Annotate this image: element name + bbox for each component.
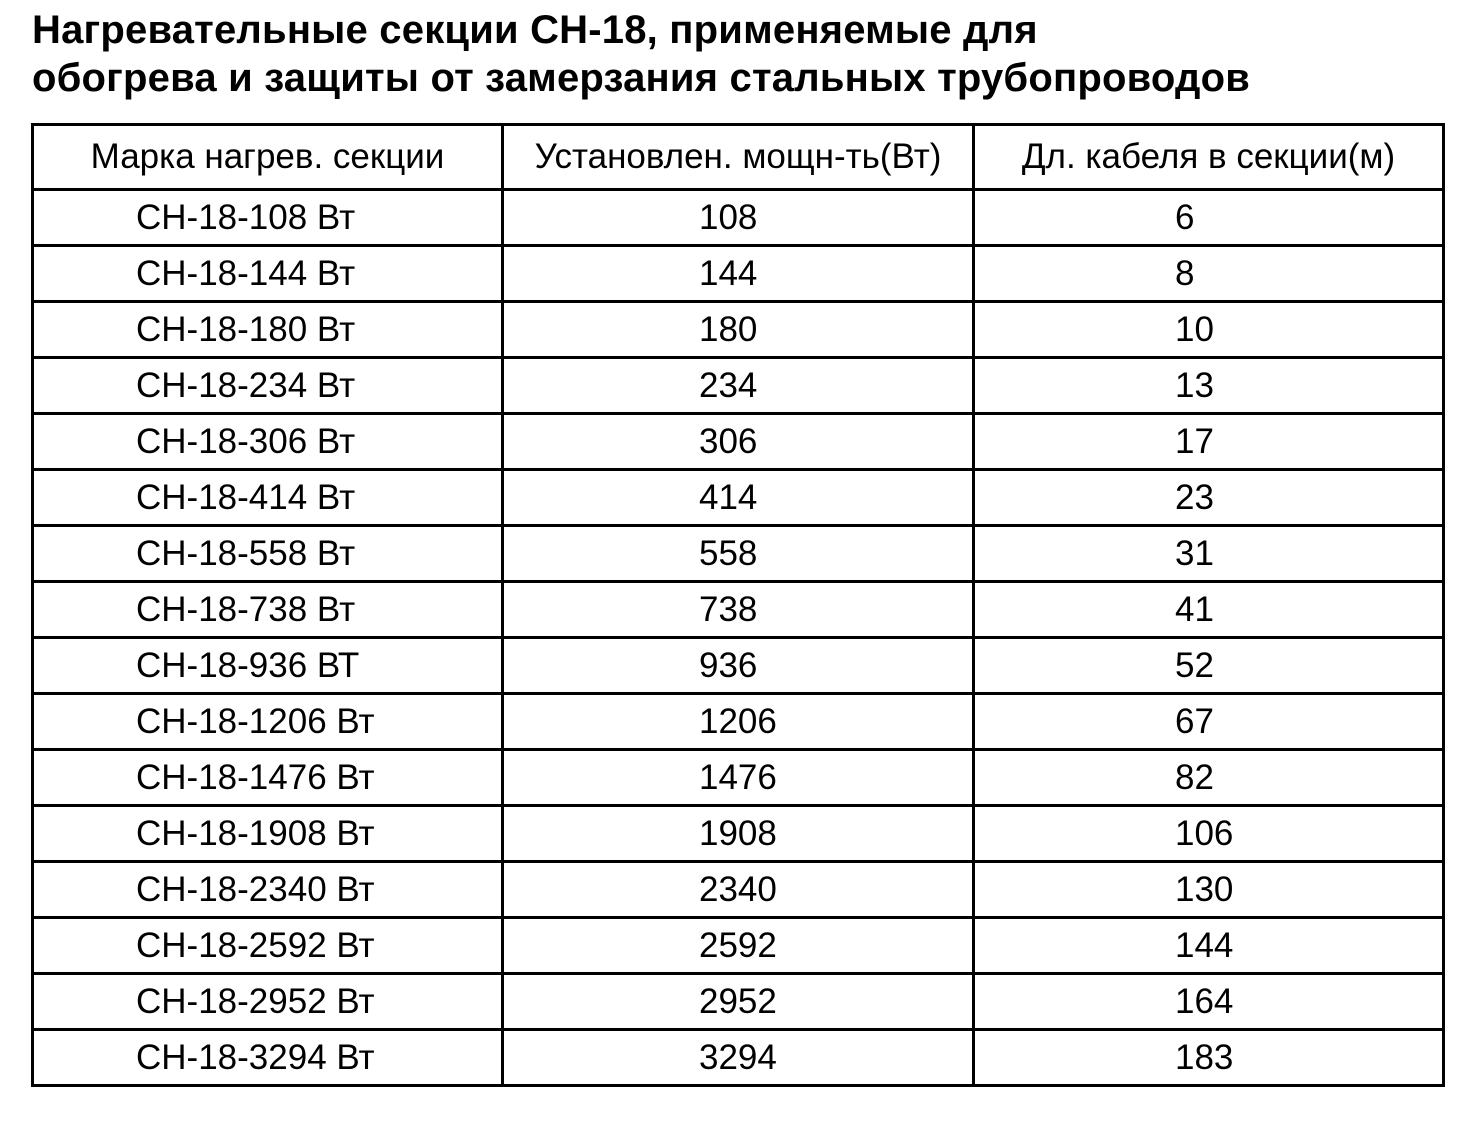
cell-installed-power: 2340 xyxy=(503,862,974,918)
table-row xyxy=(33,246,1444,302)
cell-section-mark: СН-18-180 Вт xyxy=(33,302,503,358)
cell-section-mark: СН-18-1476 Вт xyxy=(33,750,503,806)
cell-installed-power: 1908 xyxy=(503,806,974,862)
cell-section-mark: СН-18-306 Вт xyxy=(33,414,503,470)
cell-cable-length: 82 xyxy=(974,750,1444,806)
cell-installed-power: 234 xyxy=(503,358,974,414)
table-row xyxy=(33,470,1444,526)
table-row xyxy=(33,694,1444,750)
cell-installed-power: 1476 xyxy=(503,750,974,806)
cell-cable-length: 31 xyxy=(974,526,1444,582)
cell-cable-length: 106 xyxy=(974,806,1444,862)
column-header-cable-length: Дл. кабеля в секции(м) xyxy=(974,125,1444,190)
table-header-row xyxy=(33,125,1444,190)
cell-installed-power: 144 xyxy=(503,246,974,302)
table-header xyxy=(33,125,1444,190)
heating-sections-table xyxy=(31,123,1445,1087)
cell-cable-length: 6 xyxy=(974,190,1444,246)
table-row xyxy=(33,302,1444,358)
table-row xyxy=(33,750,1444,806)
cell-section-mark: СН-18-234 Вт xyxy=(33,358,503,414)
cell-cable-length: 52 xyxy=(974,638,1444,694)
cell-cable-length: 67 xyxy=(974,694,1444,750)
cell-section-mark: СН-18-3294 Вт xyxy=(33,1030,503,1086)
table-body xyxy=(33,190,1444,1086)
cell-section-mark: СН-18-2952 Вт xyxy=(33,974,503,1030)
cell-installed-power: 936 xyxy=(503,638,974,694)
table-row xyxy=(33,582,1444,638)
cell-installed-power: 306 xyxy=(503,414,974,470)
cell-cable-length: 41 xyxy=(974,582,1444,638)
column-header-mark: Марка нагрев. секции xyxy=(33,125,503,190)
cell-cable-length: 164 xyxy=(974,974,1444,1030)
page-title xyxy=(32,6,1452,102)
cell-installed-power: 108 xyxy=(503,190,974,246)
cell-cable-length: 183 xyxy=(974,1030,1444,1086)
cell-installed-power: 3294 xyxy=(503,1030,974,1086)
cell-installed-power: 738 xyxy=(503,582,974,638)
table-row xyxy=(33,974,1444,1030)
cell-section-mark: СН-18-2340 Вт xyxy=(33,862,503,918)
cell-section-mark: СН-18-414 Вт xyxy=(33,470,503,526)
cell-section-mark: СН-18-2592 Вт xyxy=(33,918,503,974)
column-header-power: Установлен. мощн-ть(Вт) xyxy=(503,125,974,190)
cell-installed-power: 1206 xyxy=(503,694,974,750)
table-row xyxy=(33,414,1444,470)
table-row xyxy=(33,358,1444,414)
table-row xyxy=(33,526,1444,582)
cell-section-mark: СН-18-144 Вт xyxy=(33,246,503,302)
table-row xyxy=(33,638,1444,694)
cell-installed-power: 2952 xyxy=(503,974,974,1030)
cell-installed-power: 414 xyxy=(503,470,974,526)
cell-section-mark: СН-18-1908 Вт xyxy=(33,806,503,862)
cell-section-mark: СН-18-108 Вт xyxy=(33,190,503,246)
cell-section-mark: СН-18-936 ВТ xyxy=(33,638,503,694)
cell-installed-power: 2592 xyxy=(503,918,974,974)
table-row xyxy=(33,862,1444,918)
cell-installed-power: 558 xyxy=(503,526,974,582)
cell-cable-length: 23 xyxy=(974,470,1444,526)
cell-cable-length: 144 xyxy=(974,918,1444,974)
page-title-line-2: обогрева и защиты от замерзания стальных трубопроводов xyxy=(32,56,1250,100)
cell-cable-length: 13 xyxy=(974,358,1444,414)
table-row xyxy=(33,190,1444,246)
table-row xyxy=(33,1030,1444,1086)
cell-cable-length: 130 xyxy=(974,862,1444,918)
page-title-line-1: Нагревательные секции СН-18, применяемые для xyxy=(32,8,1038,52)
cell-cable-length: 10 xyxy=(974,302,1444,358)
table-row xyxy=(33,918,1444,974)
table-row xyxy=(33,806,1444,862)
cell-section-mark: СН-18-1206 Вт xyxy=(33,694,503,750)
cell-cable-length: 8 xyxy=(974,246,1444,302)
cell-cable-length: 17 xyxy=(974,414,1444,470)
cell-section-mark: СН-18-738 Вт xyxy=(33,582,503,638)
cell-section-mark: СН-18-558 Вт xyxy=(33,526,503,582)
cell-installed-power: 180 xyxy=(503,302,974,358)
